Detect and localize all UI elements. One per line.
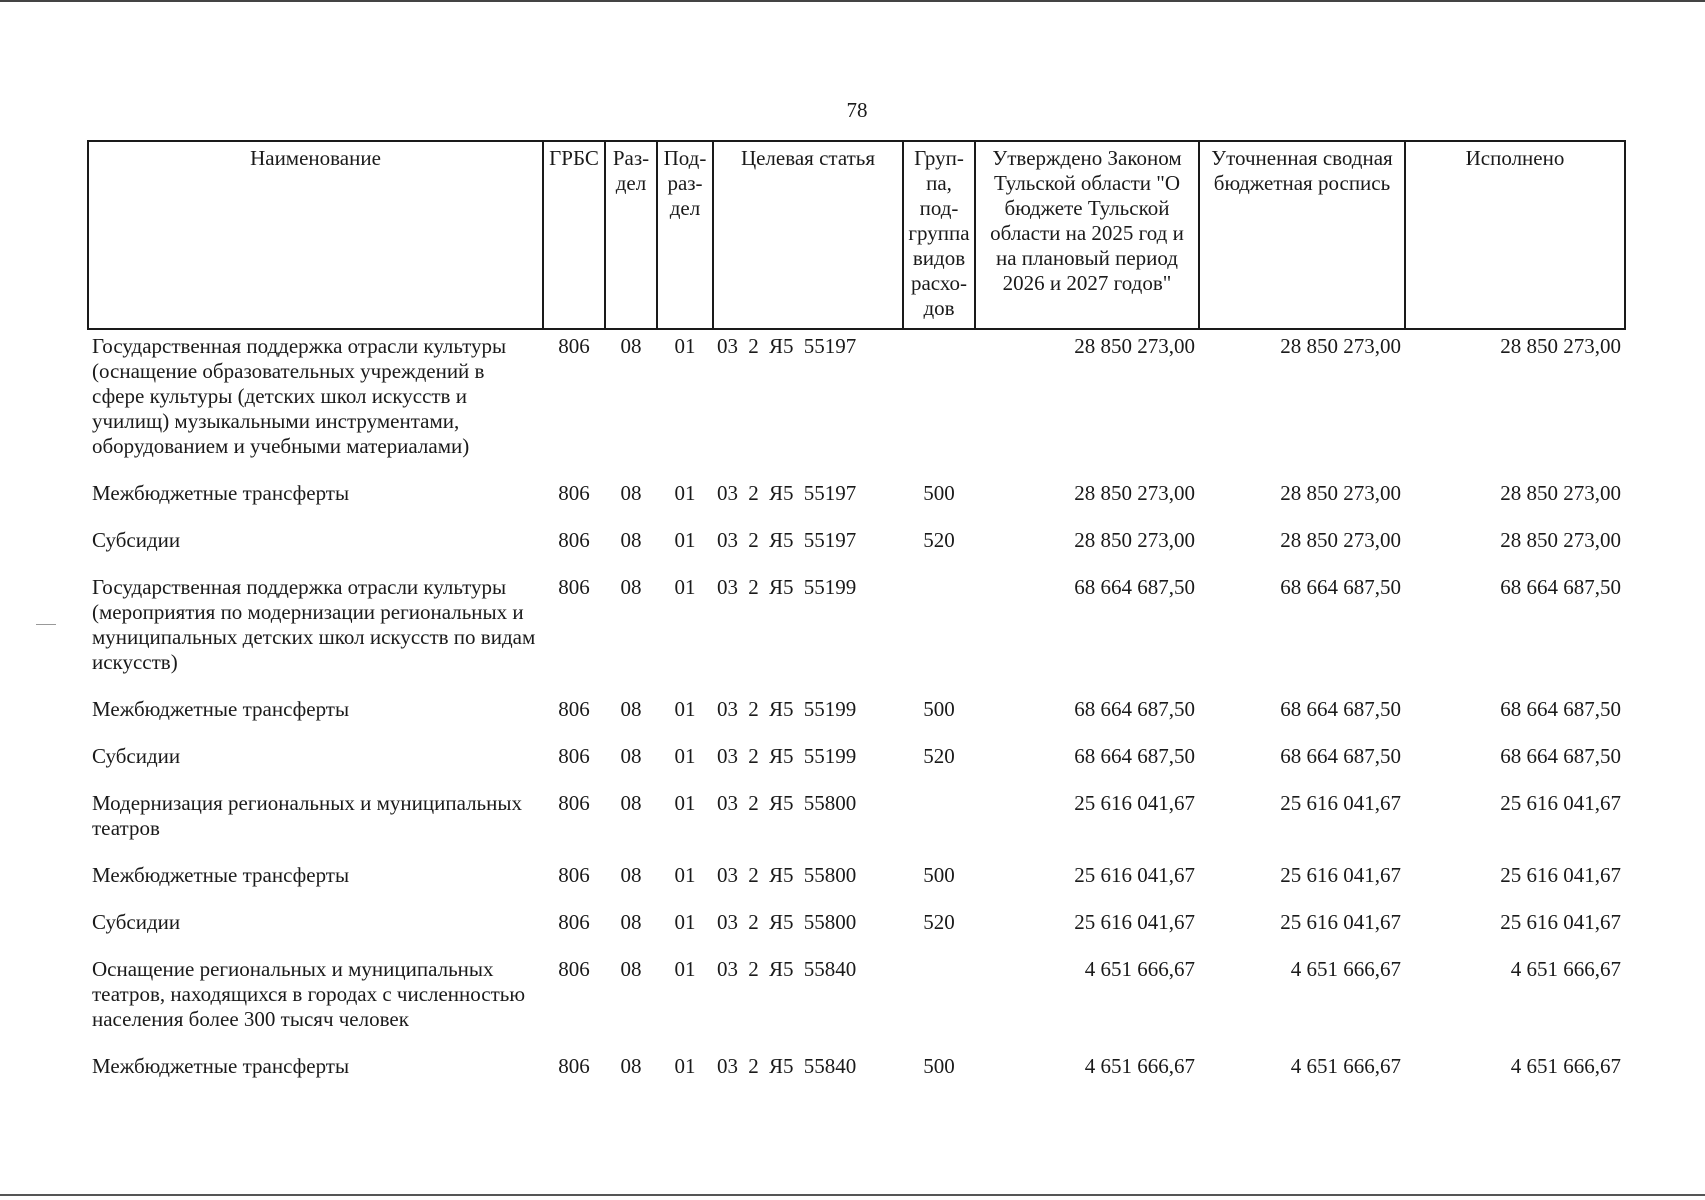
table-header-row (88, 141, 1625, 329)
cell-approved: 28 850 273,00 (1074, 481, 1195, 505)
cell-target: 03 2 Я5 55199 (717, 744, 857, 768)
cell-subsection: 01 (674, 744, 696, 768)
table-row (88, 571, 1625, 693)
cell-name: Межбюджетные трансферты (92, 697, 350, 721)
cell-subsection: 01 (674, 863, 696, 887)
cell-group (903, 571, 975, 693)
cell-group: 520 (923, 910, 955, 934)
cell-name: Межбюджетные трансферты (92, 481, 350, 505)
table-row (88, 953, 1625, 1050)
cell-subsection: 01 (674, 910, 696, 934)
cell-target: 03 2 Я5 55800 (717, 863, 857, 887)
cell-name: Государственная поддержка отрасли культуры (мероприятия по модернизации региональных и муниципальных детских школ искусств по видам искусств) (92, 575, 536, 674)
cell-section: 08 (620, 957, 642, 981)
cell-grbs: 806 (558, 863, 590, 887)
scan-edge-top (0, 0, 1705, 2)
cell-name: Субсидии (92, 744, 181, 768)
cell-refined: 4 651 666,67 (1290, 957, 1401, 981)
cell-group: 520 (923, 528, 955, 552)
cell-subsection: 01 (674, 697, 696, 721)
cell-name: Межбюджетные трансферты (92, 863, 350, 887)
cell-target: 03 2 Я5 55840 (717, 1054, 857, 1078)
cell-grbs: 806 (558, 957, 590, 981)
cell-grbs: 806 (558, 481, 590, 505)
cell-refined: 68 664 687,50 (1280, 575, 1401, 599)
cell-grbs: 806 (558, 697, 590, 721)
cell-refined: 25 616 041,67 (1280, 791, 1401, 815)
cell-executed: 68 664 687,50 (1500, 575, 1621, 599)
cell-approved: 4 651 666,67 (1084, 957, 1195, 981)
cell-subsection: 01 (674, 481, 696, 505)
cell-grbs: 806 (558, 575, 590, 599)
cell-subsection: 01 (674, 575, 696, 599)
cell-subsection: 01 (674, 528, 696, 552)
cell-approved: 28 850 273,00 (1074, 528, 1195, 552)
cell-group: 500 (923, 863, 955, 887)
col-header-approved: Утверждено Законом Тульской области "О бюджете Тульской области на 2025 год и на плановый период 2026 и 2027 годов" (975, 141, 1199, 329)
cell-section: 08 (620, 744, 642, 768)
cell-approved: 28 850 273,00 (1074, 334, 1195, 358)
table-row (88, 859, 1625, 906)
table-row (88, 329, 1625, 477)
cell-group: 500 (923, 697, 955, 721)
cell-subsection: 01 (674, 957, 696, 981)
cell-section: 08 (620, 575, 642, 599)
cell-executed: 4 651 666,67 (1510, 957, 1621, 981)
cell-section: 08 (620, 863, 642, 887)
table-row (88, 740, 1625, 787)
table-body (88, 329, 1625, 1097)
cell-executed: 25 616 041,67 (1500, 863, 1621, 887)
col-header-refined: Уточненная сводная бюджетная роспись (1199, 141, 1405, 329)
cell-name: Субсидии (92, 528, 181, 552)
cell-target: 03 2 Я5 55840 (717, 957, 857, 981)
col-header-executed: Исполнено (1405, 141, 1625, 329)
cell-executed: 68 664 687,50 (1500, 697, 1621, 721)
cell-refined: 25 616 041,67 (1280, 910, 1401, 934)
cell-name: Государственная поддержка отрасли культуры (оснащение образовательных учреждений в сфере культуры (детских школ искусств и училищ) музыкальными инструментами, оборудованием и учебными материалами) (92, 334, 507, 458)
cell-target: 03 2 Я5 55800 (717, 910, 857, 934)
cell-refined: 28 850 273,00 (1280, 481, 1401, 505)
table-row (88, 524, 1625, 571)
cell-group (903, 329, 975, 477)
cell-group (903, 953, 975, 1050)
col-header-grbs: ГРБС (543, 141, 605, 329)
scan-mark (36, 624, 56, 625)
table-row (88, 477, 1625, 524)
cell-group: 500 (923, 481, 955, 505)
cell-executed: 28 850 273,00 (1500, 528, 1621, 552)
col-header-target: Целевая статья (713, 141, 903, 329)
cell-target: 03 2 Я5 55197 (717, 334, 857, 358)
cell-grbs: 806 (558, 791, 590, 815)
cell-section: 08 (620, 334, 642, 358)
col-header-name: Наименование (88, 141, 543, 329)
cell-target: 03 2 Я5 55800 (717, 791, 857, 815)
table-row (88, 906, 1625, 953)
cell-grbs: 806 (558, 1054, 590, 1078)
cell-section: 08 (620, 697, 642, 721)
cell-executed: 68 664 687,50 (1500, 744, 1621, 768)
cell-section: 08 (620, 481, 642, 505)
cell-subsection: 01 (674, 791, 696, 815)
cell-target: 03 2 Я5 55199 (717, 575, 857, 599)
cell-name: Модернизация региональных и муниципальных театров (92, 791, 522, 840)
cell-refined: 28 850 273,00 (1280, 528, 1401, 552)
table-row (88, 693, 1625, 740)
cell-executed: 28 850 273,00 (1500, 334, 1621, 358)
col-header-group: Груп- па, под- группа видов расхо- дов (903, 141, 975, 329)
cell-approved: 25 616 041,67 (1074, 791, 1195, 815)
cell-grbs: 806 (558, 528, 590, 552)
cell-subsection: 01 (674, 334, 696, 358)
cell-refined: 68 664 687,50 (1280, 697, 1401, 721)
cell-subsection: 01 (674, 1054, 696, 1078)
cell-approved: 25 616 041,67 (1074, 863, 1195, 887)
cell-group: 520 (923, 744, 955, 768)
cell-group (903, 787, 975, 859)
cell-target: 03 2 Я5 55197 (717, 528, 857, 552)
cell-refined: 28 850 273,00 (1280, 334, 1401, 358)
cell-name: Оснащение региональных и муниципальных театров, находящихся в городах с численностью населения более 300 тысяч человек (92, 957, 526, 1031)
cell-refined: 25 616 041,67 (1280, 863, 1401, 887)
col-header-section: Раз- дел (605, 141, 657, 329)
cell-approved: 4 651 666,67 (1084, 1054, 1195, 1078)
cell-group: 500 (923, 1054, 955, 1078)
cell-executed: 25 616 041,67 (1500, 791, 1621, 815)
cell-approved: 25 616 041,67 (1074, 910, 1195, 934)
cell-section: 08 (620, 528, 642, 552)
scan-edge-bottom (0, 1194, 1705, 1196)
cell-section: 08 (620, 791, 642, 815)
cell-executed: 4 651 666,67 (1510, 1054, 1621, 1078)
budget-table (87, 140, 1626, 1097)
cell-section: 08 (620, 1054, 642, 1078)
cell-grbs: 806 (558, 334, 590, 358)
cell-name: Субсидии (92, 910, 181, 934)
page-number: 78 (846, 98, 868, 122)
table-row (88, 787, 1625, 859)
table-row (88, 1050, 1625, 1097)
cell-section: 08 (620, 910, 642, 934)
cell-name: Межбюджетные трансферты (92, 1054, 350, 1078)
cell-approved: 68 664 687,50 (1074, 575, 1195, 599)
cell-approved: 68 664 687,50 (1074, 697, 1195, 721)
cell-executed: 25 616 041,67 (1500, 910, 1621, 934)
col-header-subsection: Под- раз- дел (657, 141, 713, 329)
cell-refined: 68 664 687,50 (1280, 744, 1401, 768)
cell-approved: 68 664 687,50 (1074, 744, 1195, 768)
cell-executed: 28 850 273,00 (1500, 481, 1621, 505)
cell-target: 03 2 Я5 55199 (717, 697, 857, 721)
cell-target: 03 2 Я5 55197 (717, 481, 857, 505)
cell-refined: 4 651 666,67 (1290, 1054, 1401, 1078)
cell-grbs: 806 (558, 910, 590, 934)
cell-grbs: 806 (558, 744, 590, 768)
